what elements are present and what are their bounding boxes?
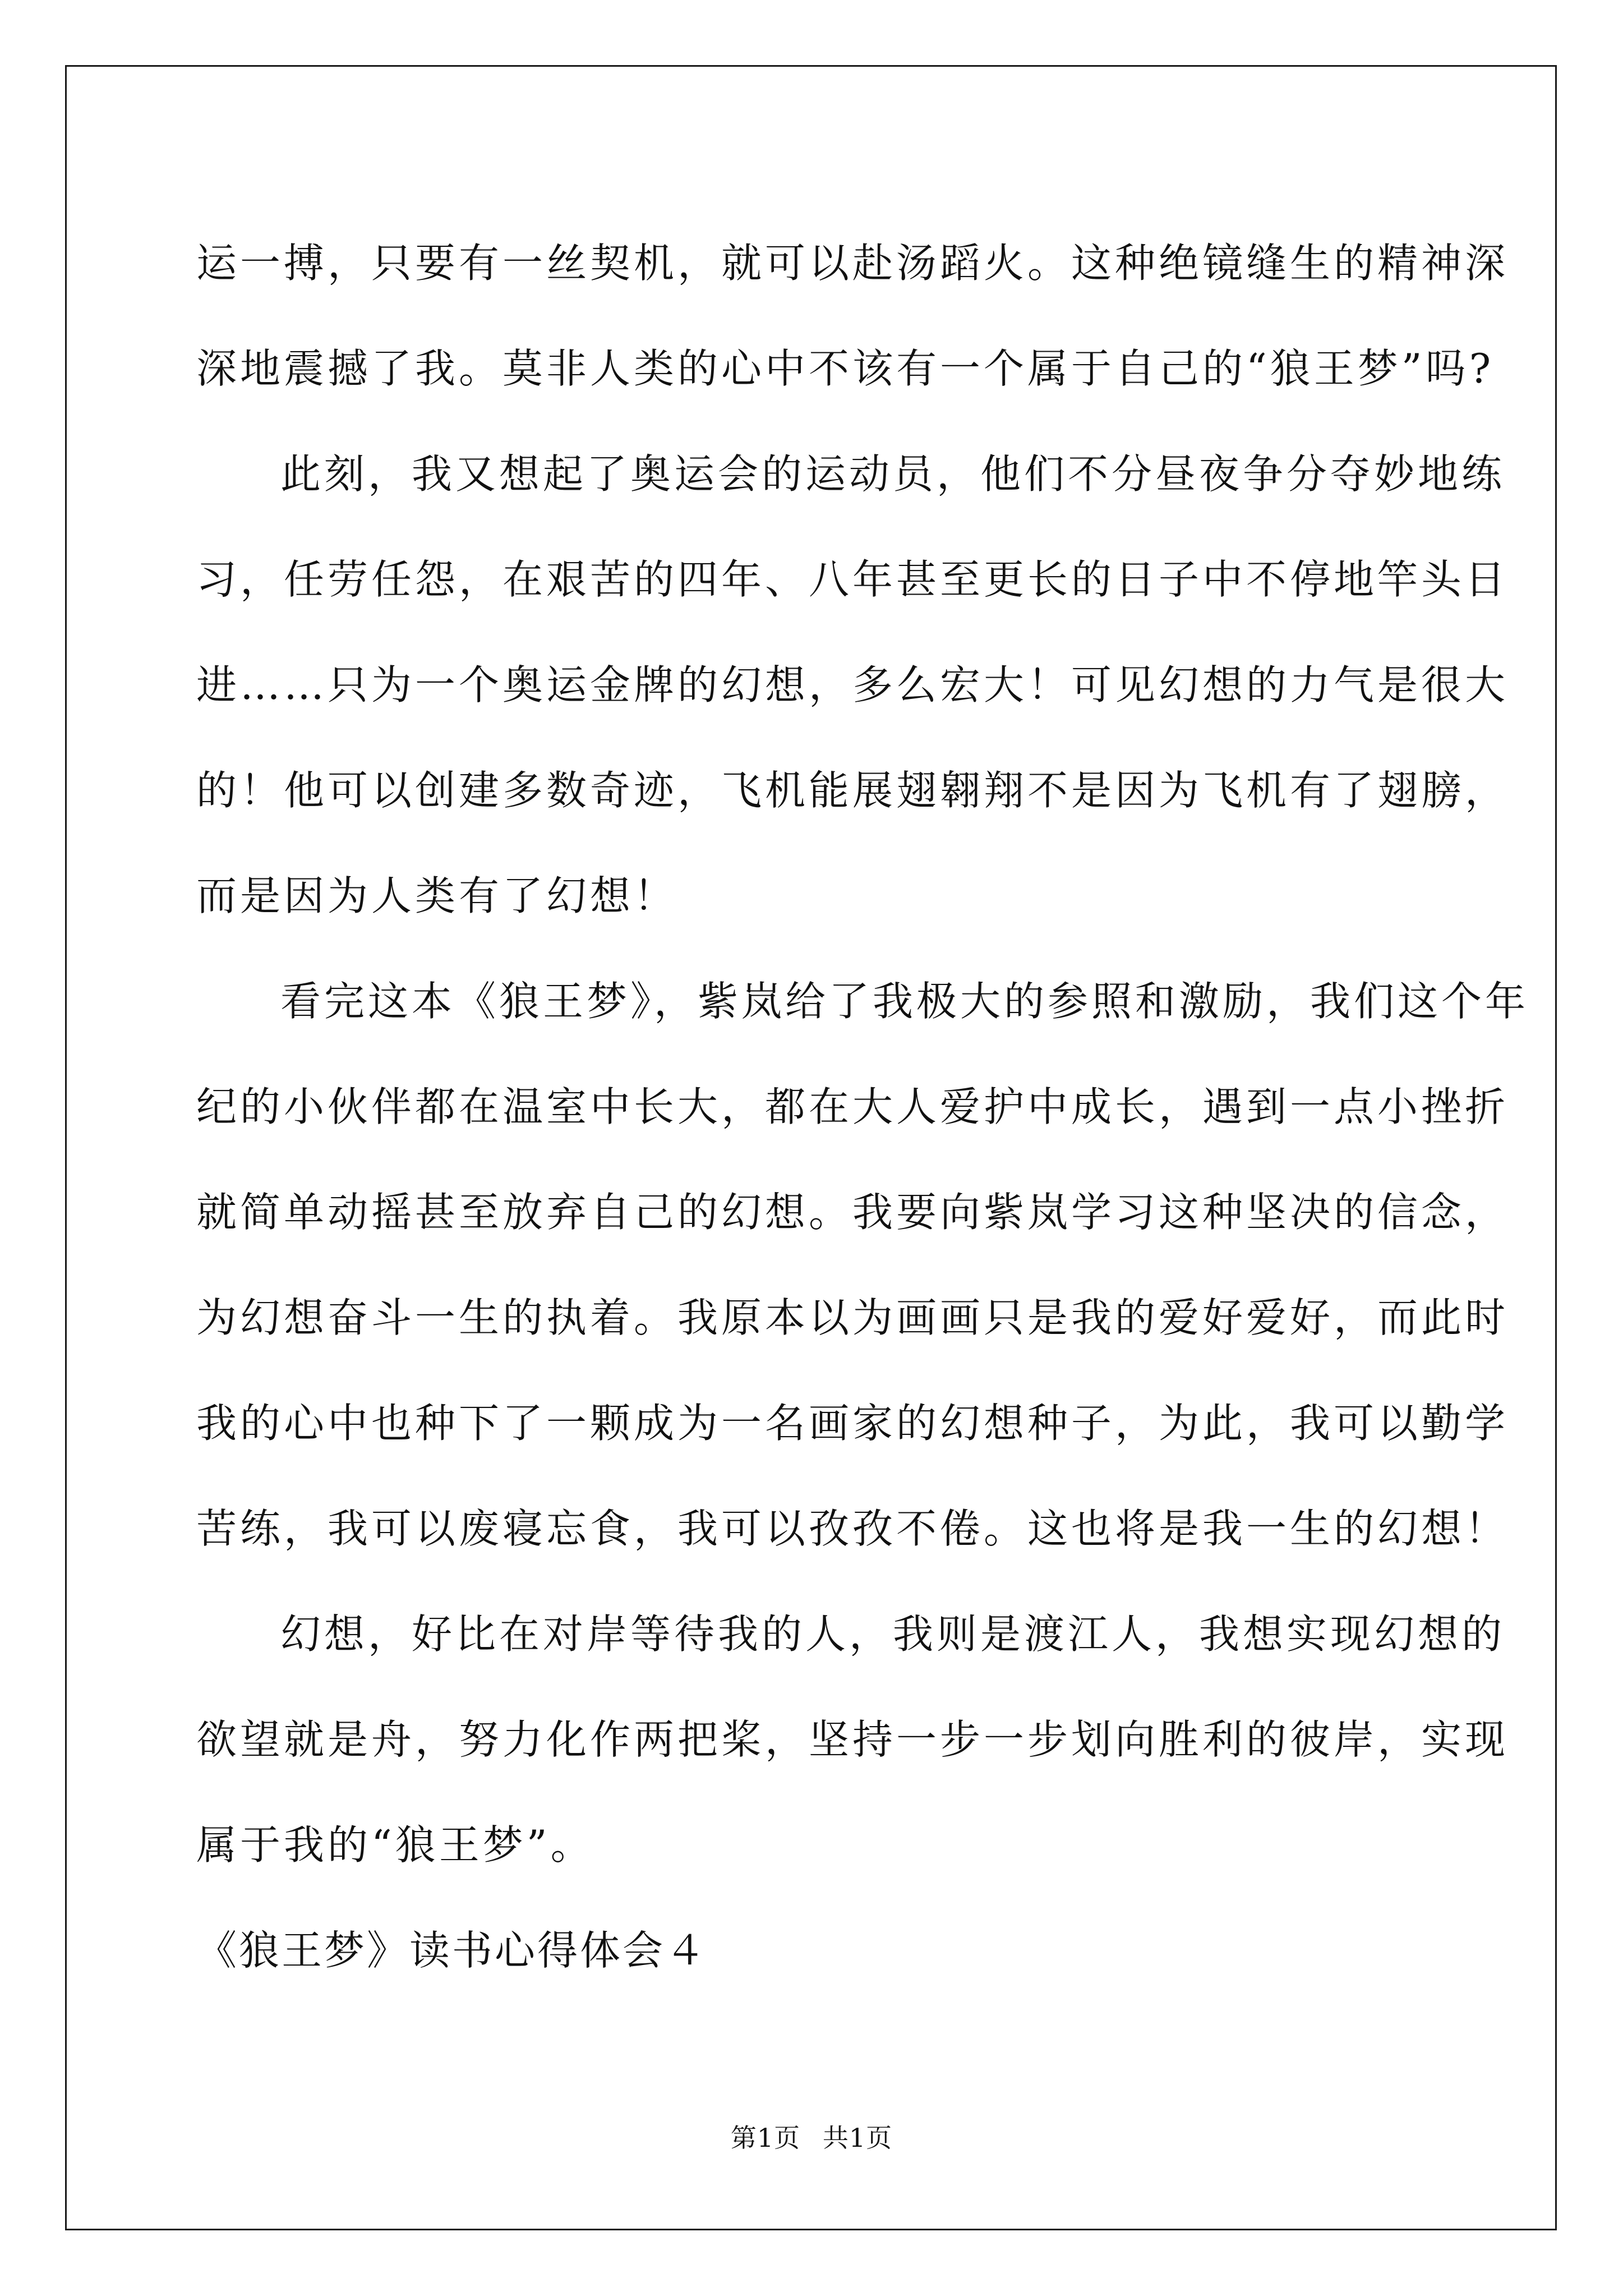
text-line: 深地震撼了我。莫非人类的心中不该有一个属于自己的“狼王梦”吗? — [196, 345, 1495, 392]
text-line: 此刻，我又想起了奥运会的运动员，他们不分昼夜争分夺妙地练 — [280, 450, 1506, 498]
text-line: 欲望就是舟，努力化作两把桨，坚持一步一步划向胜利的彼岸，实现 — [196, 1716, 1509, 1763]
paragraph-2 — [196, 421, 1509, 949]
text-line: 习，任劳任怨，在艰苦的四年、八年甚至更长的日子中不停地竿头日 — [196, 556, 1509, 603]
paragraph-4 — [196, 1581, 1509, 1898]
text-line: 进……只为一个奥运金牌的幻想，多么宏大！可见幻想的力气是很大 — [196, 661, 1509, 708]
text-line: 看完这本《狼王梦》，紫岚给了我极大的参照和激励，我们这个年 — [280, 978, 1529, 1025]
text-line: 属于我的“狼王梦”。 — [196, 1821, 594, 1869]
paragraph-1 — [196, 210, 1509, 421]
document-body — [196, 210, 1529, 2003]
paragraph-3 — [196, 949, 1529, 1581]
page-number: 第1页 — [730, 2123, 801, 2153]
section-heading: 《狼王梦》读书心得体会４ — [196, 1927, 708, 1974]
text-line: 就简单动摇甚至放弃自己的幻想。我要向紫岚学习这种坚决的信念， — [196, 1189, 1509, 1236]
page-footer — [0, 2118, 1623, 2155]
total-pages: 共1页 — [822, 2123, 893, 2153]
text-line: 幻想，好比在对岸等待我的人，我则是渡江人，我想实现幻想的 — [280, 1611, 1506, 1658]
text-line: 我的心中也种下了一颗成为一名画家的幻想种子，为此，我可以勤学 — [196, 1400, 1509, 1447]
text-line: 纪的小伙伴都在温室中长大，都在大人爱护中成长，遇到一点小挫折 — [196, 1083, 1509, 1130]
text-line: 而是因为人类有了幻想！ — [196, 872, 678, 919]
text-line: 的！他可以创建多数奇迹，飞机能展翅翱翔不是因为飞机有了翅膀， — [196, 767, 1509, 814]
text-line: 苦练，我可以废寝忘食，我可以孜孜不倦。这也将是我一生的幻想！ — [196, 1505, 1509, 1552]
text-line: 运一搏，只要有一丝契机，就可以赴汤蹈火。这种绝镜缝生的精神深 — [196, 240, 1509, 287]
text-line: 为幻想奋斗一生的执着。我原本以为画画只是我的爱好爱好，而此时 — [196, 1294, 1509, 1341]
